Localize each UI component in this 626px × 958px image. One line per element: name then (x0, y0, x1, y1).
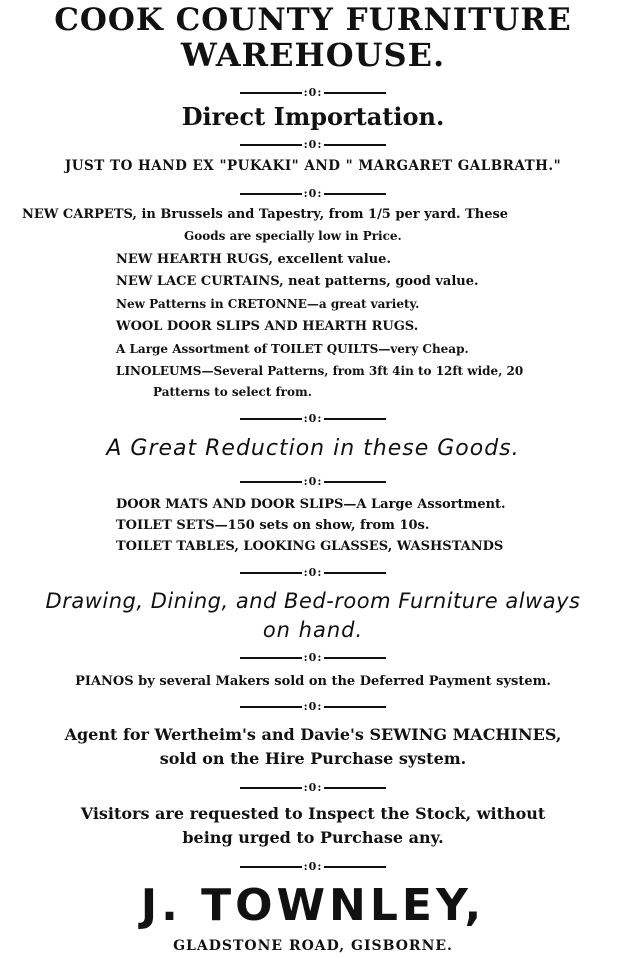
separator-rule (324, 481, 386, 483)
goods-item: NEW HEARTH RUGS, excellent value. (116, 252, 391, 267)
furniture-line-2: on hand. (262, 618, 364, 642)
goods2-item: TOILET SETS—150 sets on show, from 10s. (116, 518, 430, 533)
goods-item: Patterns to select from. (153, 385, 312, 399)
goods-item: New Patterns in CRETONNE—a great variety. (116, 297, 420, 311)
separator-rule (240, 92, 302, 94)
separator-rule (240, 706, 302, 708)
goods-item: LINOLEUMS—Several Patterns, from 3ft 4in to 12ft wide, 20 (116, 364, 524, 378)
separator: :0: (0, 412, 626, 426)
separator-rule (240, 144, 302, 146)
agent-line-2: sold on the Hire Purchase system. (159, 749, 467, 768)
separator-rule (240, 572, 302, 574)
separator: :0: (0, 475, 626, 489)
goods-item: A Large Assortment of TOILET QUILTS—very Cheap. (116, 342, 469, 356)
goods-item: WOOL DOOR SLIPS AND HEARTH RUGS. (116, 319, 419, 334)
separator-rule (240, 481, 302, 483)
goods2-item: DOOR MATS AND DOOR SLIPS—A Large Assortment. (116, 497, 506, 512)
goods-item: Goods are specially low in Price. (184, 229, 402, 243)
separator-rule (324, 572, 386, 574)
separator-rule (324, 92, 386, 94)
reduction-heading: A Great Reduction in these Goods. (106, 436, 520, 461)
separator: :0: (0, 187, 626, 201)
separator-rule (324, 706, 386, 708)
visitors-line-2: being urged to Purchase any. (182, 828, 444, 847)
goods2-item: TOILET TABLES, LOOKING GLASSES, WASHSTANDS (116, 539, 504, 554)
separator-rule (240, 418, 302, 420)
separator-rule (324, 418, 386, 420)
pianos-line: PIANOS by several Makers sold on the Deferred Payment system. (75, 674, 551, 689)
separator-rule (240, 657, 302, 659)
visitors-line-1: Visitors are requested to Inspect the Stock, without (80, 804, 546, 823)
separator: :0: (0, 860, 626, 874)
furniture-line-1: Drawing, Dining, and Bed-room Furniture always (45, 589, 581, 613)
separator: :0: (0, 781, 626, 795)
separator: :0: (0, 566, 626, 580)
title-line-1: COOK COUNTY FURNITURE (54, 2, 572, 38)
arrival-line: JUST TO HAND EX "PUKAKI" AND " MARGARET GALBRATH." (64, 158, 562, 174)
separator: :0: (0, 700, 626, 714)
separator: :0: (0, 138, 626, 152)
goods-item: NEW CARPETS, in Brussels and Tapestry, from 1/5 per yard. These (22, 207, 509, 222)
separator-rule (324, 193, 386, 195)
separator: :0: (0, 651, 626, 665)
address-line: GLADSTONE ROAD, GISBORNE. (173, 938, 453, 954)
separator-rule (240, 866, 302, 868)
separator-rule (324, 657, 386, 659)
separator-rule (240, 193, 302, 195)
goods-item: NEW LACE CURTAINS, neat patterns, good value. (116, 274, 479, 289)
separator-rule (324, 144, 386, 146)
separator-rule (324, 866, 386, 868)
brand-name: J. TOWNLEY, (140, 880, 486, 931)
agent-line-1: Agent for Wertheim's and Davie's SEWING MACHINES, (64, 725, 562, 744)
importation-heading: Direct Importation. (181, 102, 445, 131)
separator-rule (324, 787, 386, 789)
separator-rule (240, 787, 302, 789)
separator: :0: (0, 86, 626, 100)
title-line-2: WAREHOUSE. (180, 36, 446, 74)
